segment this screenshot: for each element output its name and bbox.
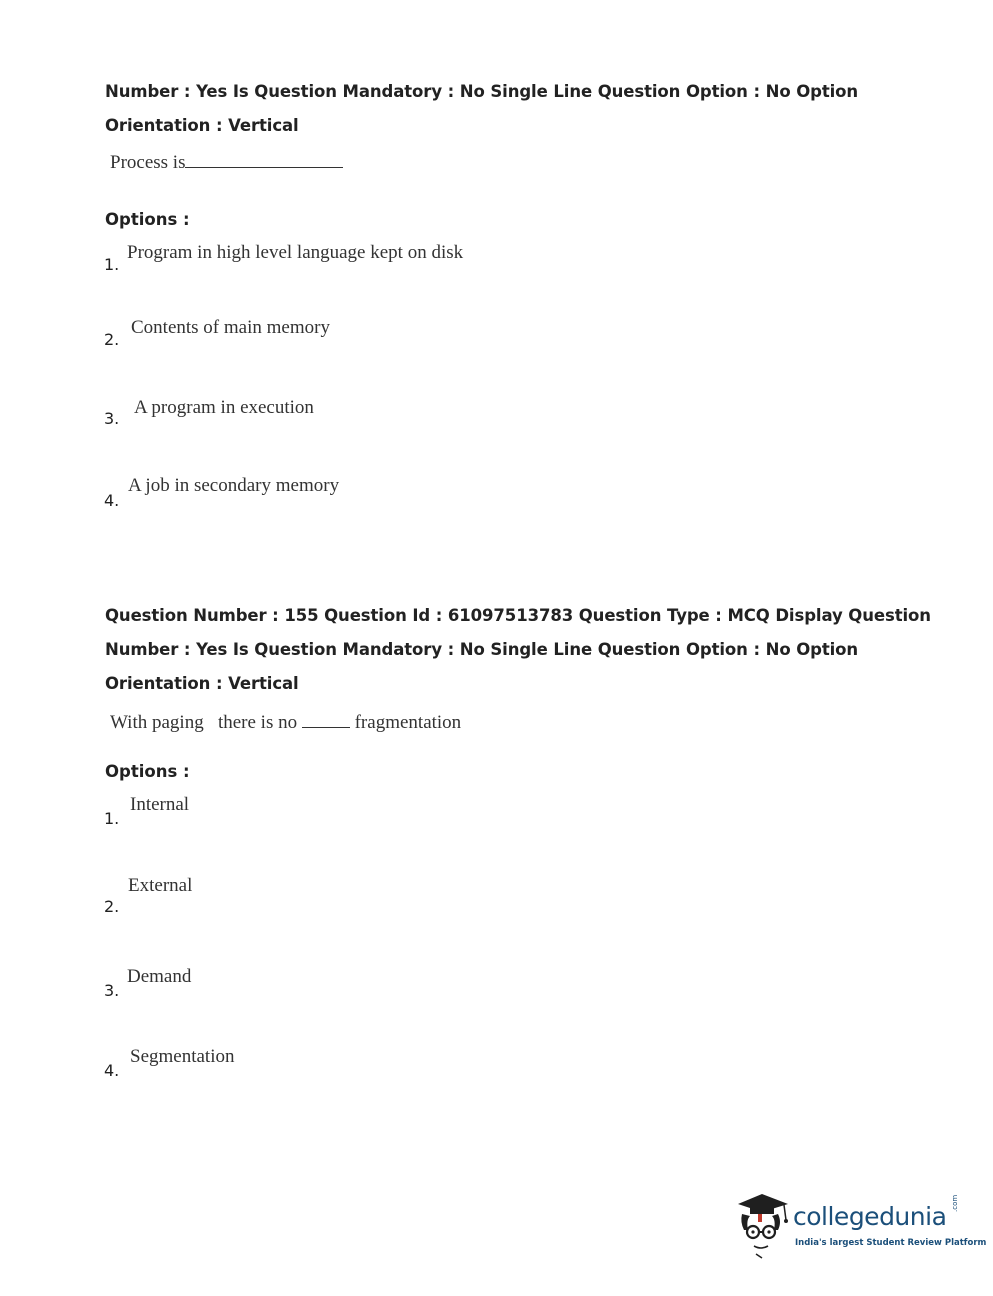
question-text-content: Process is — [110, 152, 186, 173]
option-number: 2. — [104, 330, 120, 349]
question-meta-line: Number : Yes Is Question Mandatory : No Single Line Question Option : No Option — [105, 82, 859, 101]
options-heading: Options : — [105, 762, 190, 781]
option-text: Contents of main memory — [131, 317, 330, 338]
brand-name: collegedunia — [793, 1202, 947, 1231]
question-meta-line: Orientation : Vertical — [105, 674, 299, 693]
question-text — [110, 149, 343, 174]
option-text: Segmentation — [130, 1046, 235, 1067]
question-text-part: there is no — [217, 712, 298, 733]
question-meta-line: Question Number : 155 Question Id : 61097513783 Question Type : MCQ Display Question — [105, 606, 931, 625]
question-text-part: fragmentation — [354, 712, 462, 733]
option-text: External — [128, 875, 193, 896]
option-number: 2. — [104, 897, 120, 916]
option-number: 3. — [104, 409, 120, 428]
answer-blank — [185, 149, 343, 168]
question-text — [110, 709, 461, 734]
option-text: Demand — [127, 966, 192, 987]
option-text: Internal — [130, 794, 190, 815]
question-meta-line: Orientation : Vertical — [105, 116, 299, 135]
brand-tagline: India's largest Student Review Platform — [795, 1238, 987, 1248]
answer-blank — [302, 709, 350, 728]
question-meta-line: Number : Yes Is Question Mandatory : No Single Line Question Option : No Option — [105, 640, 859, 659]
option-number: 4. — [104, 491, 120, 510]
option-number: 1. — [104, 255, 120, 274]
options-heading: Options : — [105, 210, 190, 229]
option-number: 4. — [104, 1061, 120, 1080]
question-text-part: With paging — [110, 712, 204, 733]
option-number: 1. — [104, 809, 120, 828]
brand-suffix: .com — [951, 1194, 959, 1212]
option-text: A program in execution — [134, 397, 314, 418]
option-number: 3. — [104, 981, 120, 1000]
option-text: Program in high level language kept on disk — [127, 242, 464, 263]
option-text: A job in secondary memory — [128, 475, 340, 496]
